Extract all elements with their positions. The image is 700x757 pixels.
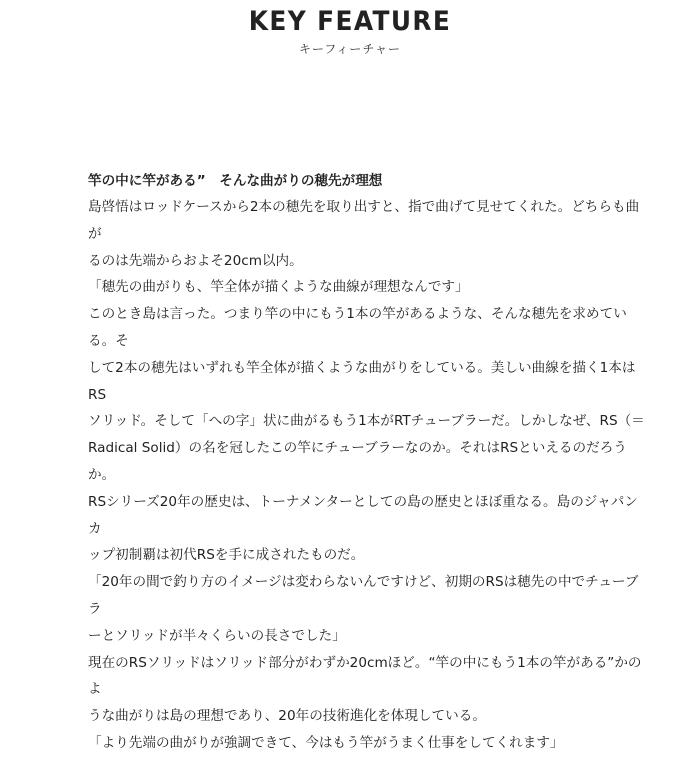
article-paragraph-2: 「穂先の曲がりも、竿全体が描くような曲線が理想なんです」 [88, 279, 469, 296]
article-paragraph-6: 現在のRSソリッドはソリッド部分がわずか20cmほど。“竿の中にもう1本の竿がある”かのよ うな曲がりは島の理想であり、20年の技術進化を体現している。 [88, 654, 642, 725]
article-body [88, 168, 648, 757]
article-paragraph-5: 「20年の間で釣り方のイメージは変わらないんですけど、初期のRSは穂先の中でチューブラ ーとソリッドが半々くらいの長さでした」 [88, 574, 639, 644]
article-paragraph-3: このとき島は言った。つまり竿の中にもう1本の竿があるような、そんな穂先を求めている。そ して2本の穂先はいずれも竿全体が描くような曲がりをしている。美しい曲線を描く1本はRS ソリッド。そして「への字」状に曲がるもう1本がRTチューブラーだ。しかしなぜ、RS（＝ Radical Solid）の名を冠したこの竿にチューブラーなのか。それはRSといえるのだろうか。 [88, 306, 645, 483]
article-paragraph-4: RSシリーズ20年の歴史は、トーナメンターとしての島の歴史とほぼ重なる。島のジャパンカ ップ初制覇は初代RSを手に成されたものだ。 [88, 493, 638, 564]
article-heading: 竿の中に竿がある” そんな曲がりの穂先が理想 [88, 173, 383, 189]
page-title: KEY FEATURE [248, 6, 452, 37]
page-subtitle: キーフィーチャー [298, 42, 402, 56]
page-header [0, 0, 700, 57]
article-paragraph-7: 「より先端の曲がりが強調できて、今はもう竿がうまく仕事をしてくれます」 [88, 734, 564, 751]
article-paragraph-1: 島啓悟はロッドケースから2本の穂先を取り出すと、指で曲げて見せてくれた。どちらも曲が るのは先端からおよそ20cm以内。 [88, 199, 640, 269]
